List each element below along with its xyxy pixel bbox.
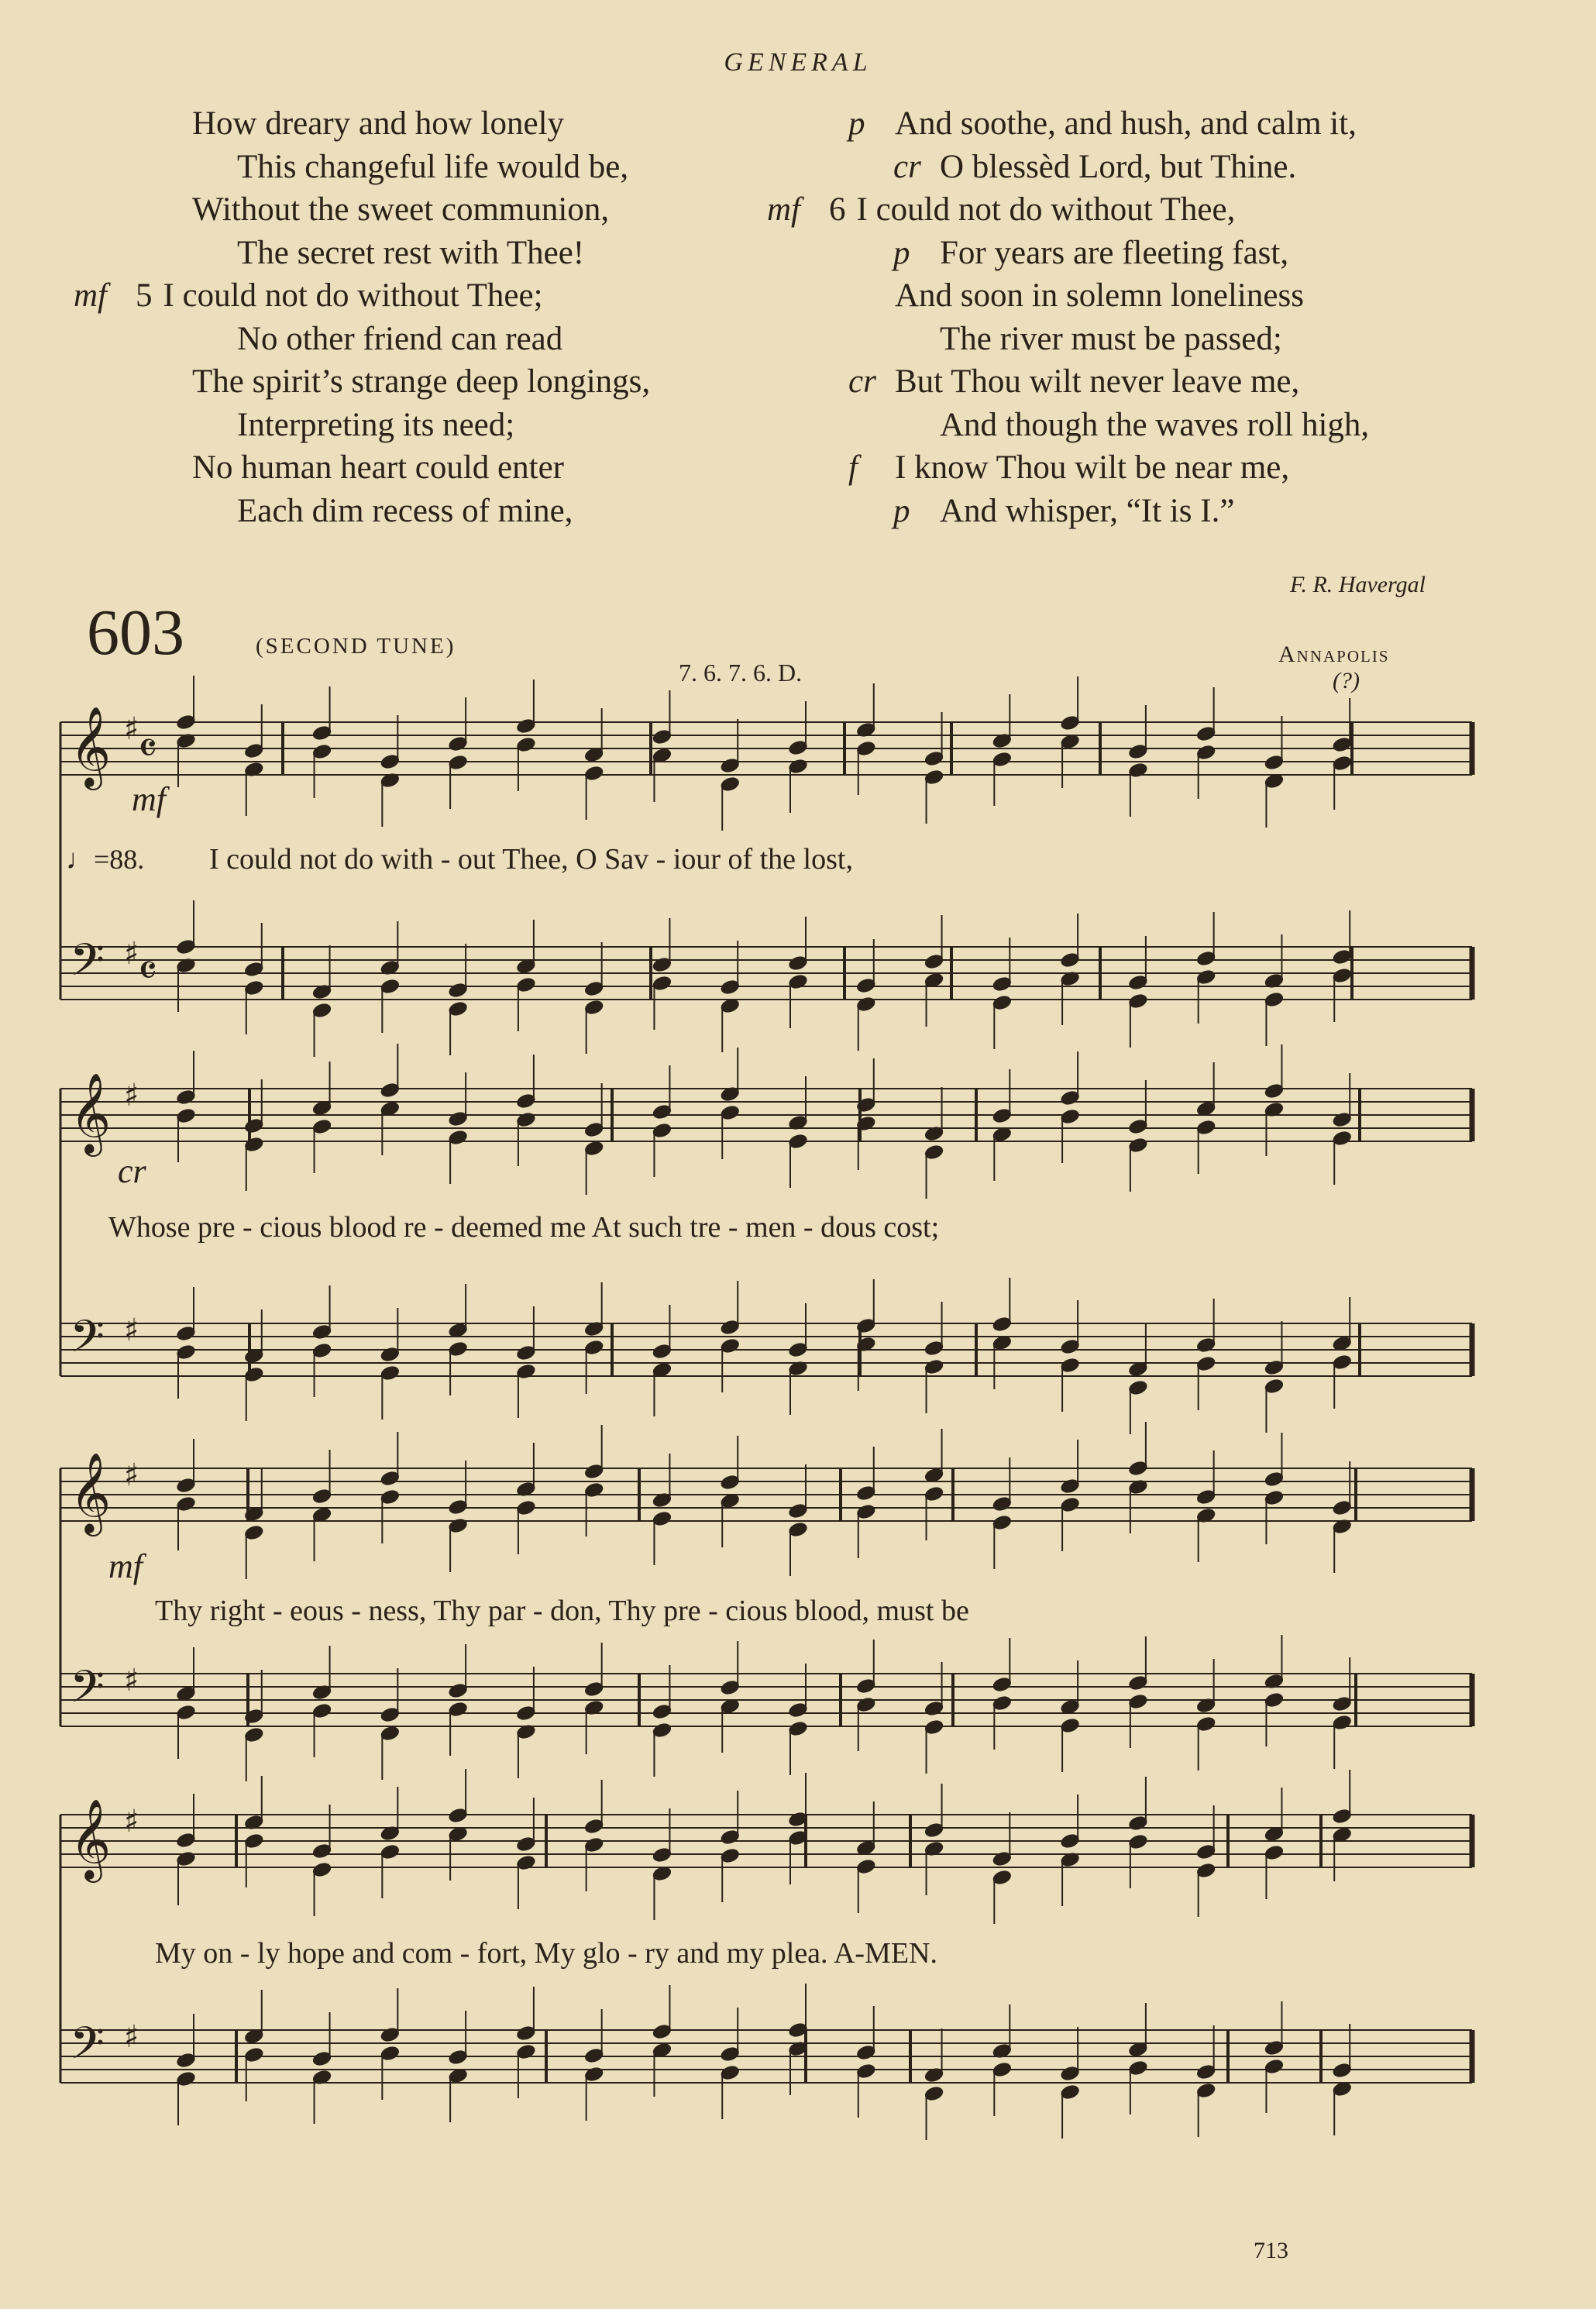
lyrics-line-1: I could not do with - out Thee, O Sav - iour of the lost,: [209, 843, 853, 876]
verse-text: I know Thou wilt be near me,: [895, 449, 1290, 486]
verse-text: The spirit’s strange deep longings,: [192, 363, 651, 400]
tempo-marking: ♩=88.: [66, 844, 145, 875]
verse-number: 6: [829, 191, 846, 228]
dynamic-mark: cr: [893, 148, 921, 185]
treble-clef: 𝄞: [70, 1072, 112, 1154]
bass-clef: 𝄢: [70, 2017, 105, 2080]
dynamic-mark: mf: [74, 277, 107, 314]
tune-name: Annapolis: [1278, 642, 1390, 667]
lyrics-line-2: Whose pre - cious blood re - deemed me At such tre - men - dous cost;: [108, 1211, 940, 1244]
key-signature-sharp: ♯: [124, 1313, 139, 1348]
meter-label: 7. 6. 7. 6. D.: [679, 659, 803, 687]
composer-label: (?): [1333, 668, 1360, 693]
dynamic-mark: p: [893, 492, 910, 529]
key-signature-sharp: ♯: [124, 2019, 139, 2055]
verse-text: I could not do without Thee,: [856, 191, 1236, 228]
treble-clef: 𝄞: [70, 706, 112, 787]
verse-number: 5: [136, 277, 153, 314]
time-signature: 𝄴: [138, 724, 158, 774]
bass-clef: 𝄢: [70, 1660, 105, 1724]
bass-clef: 𝄢: [70, 934, 105, 997]
verse-text: The secret rest with Thee!: [237, 234, 585, 271]
dynamic-mark: mf: [767, 191, 800, 228]
key-signature-sharp: ♯: [124, 1457, 139, 1493]
verse-text: No other friend can read: [237, 320, 563, 357]
key-signature-sharp: ♯: [124, 936, 139, 972]
dynamic-mark: mf: [108, 1547, 143, 1585]
verse-text: The river must be passed;: [940, 320, 1282, 357]
lyrics-line-4: My on - ly hope and com - fort, My glo - ry and my plea. A-MEN.: [155, 1937, 937, 1970]
verse-text: Each dim recess of mine,: [237, 492, 573, 529]
lyrics-line-3: Thy right - eous - ness, Thy par - don, Thy pre - cious blood, must be: [155, 1595, 969, 1627]
verse-text: How dreary and how lonely: [192, 105, 565, 142]
hymn-number: 603: [87, 597, 184, 669]
dynamic-mark: f: [848, 449, 858, 486]
dynamic-mark: p: [893, 234, 910, 271]
verse-text: And whisper, “It is I.”: [940, 492, 1235, 529]
key-signature-sharp: ♯: [124, 1663, 139, 1698]
key-signature-sharp: ♯: [124, 1078, 139, 1113]
dynamic-mark: cr: [848, 363, 876, 400]
page-number: 713: [1254, 2238, 1288, 2263]
second-tune-label: (SECOND TUNE): [256, 634, 456, 659]
verse-text: No human heart could enter: [192, 449, 564, 486]
key-signature-sharp: ♯: [124, 1804, 139, 1839]
verse-text: And soon in solemn loneliness: [895, 277, 1304, 314]
dynamic-mark: cr: [118, 1152, 146, 1190]
dynamic-mark: p: [848, 105, 865, 142]
treble-clef: 𝄞: [70, 1798, 112, 1880]
verse-text: O blessèd Lord, but Thine.: [940, 148, 1297, 185]
verse-text: I could not do without Thee;: [163, 277, 543, 314]
verse-text: And though the waves roll high,: [940, 406, 1370, 443]
time-signature: 𝄴: [138, 946, 158, 996]
verse-text: And soothe, and hush, and calm it,: [895, 105, 1357, 142]
treble-clef: 𝄞: [70, 1452, 112, 1533]
running-header: GENERAL: [724, 48, 872, 77]
bass-clef: 𝄢: [70, 1310, 105, 1374]
verse-text: But Thou wilt never leave me,: [895, 363, 1300, 400]
verse-text: For years are fleeting fast,: [940, 234, 1289, 271]
verse-text: This changeful life would be,: [237, 148, 629, 185]
verse-text: Interpreting its need;: [237, 406, 515, 443]
dynamic-mark: mf: [132, 780, 166, 818]
verse-text: Without the sweet communion,: [192, 191, 610, 228]
author-attribution: F. R. Havergal: [1290, 572, 1426, 597]
key-signature-sharp: ♯: [124, 711, 139, 747]
